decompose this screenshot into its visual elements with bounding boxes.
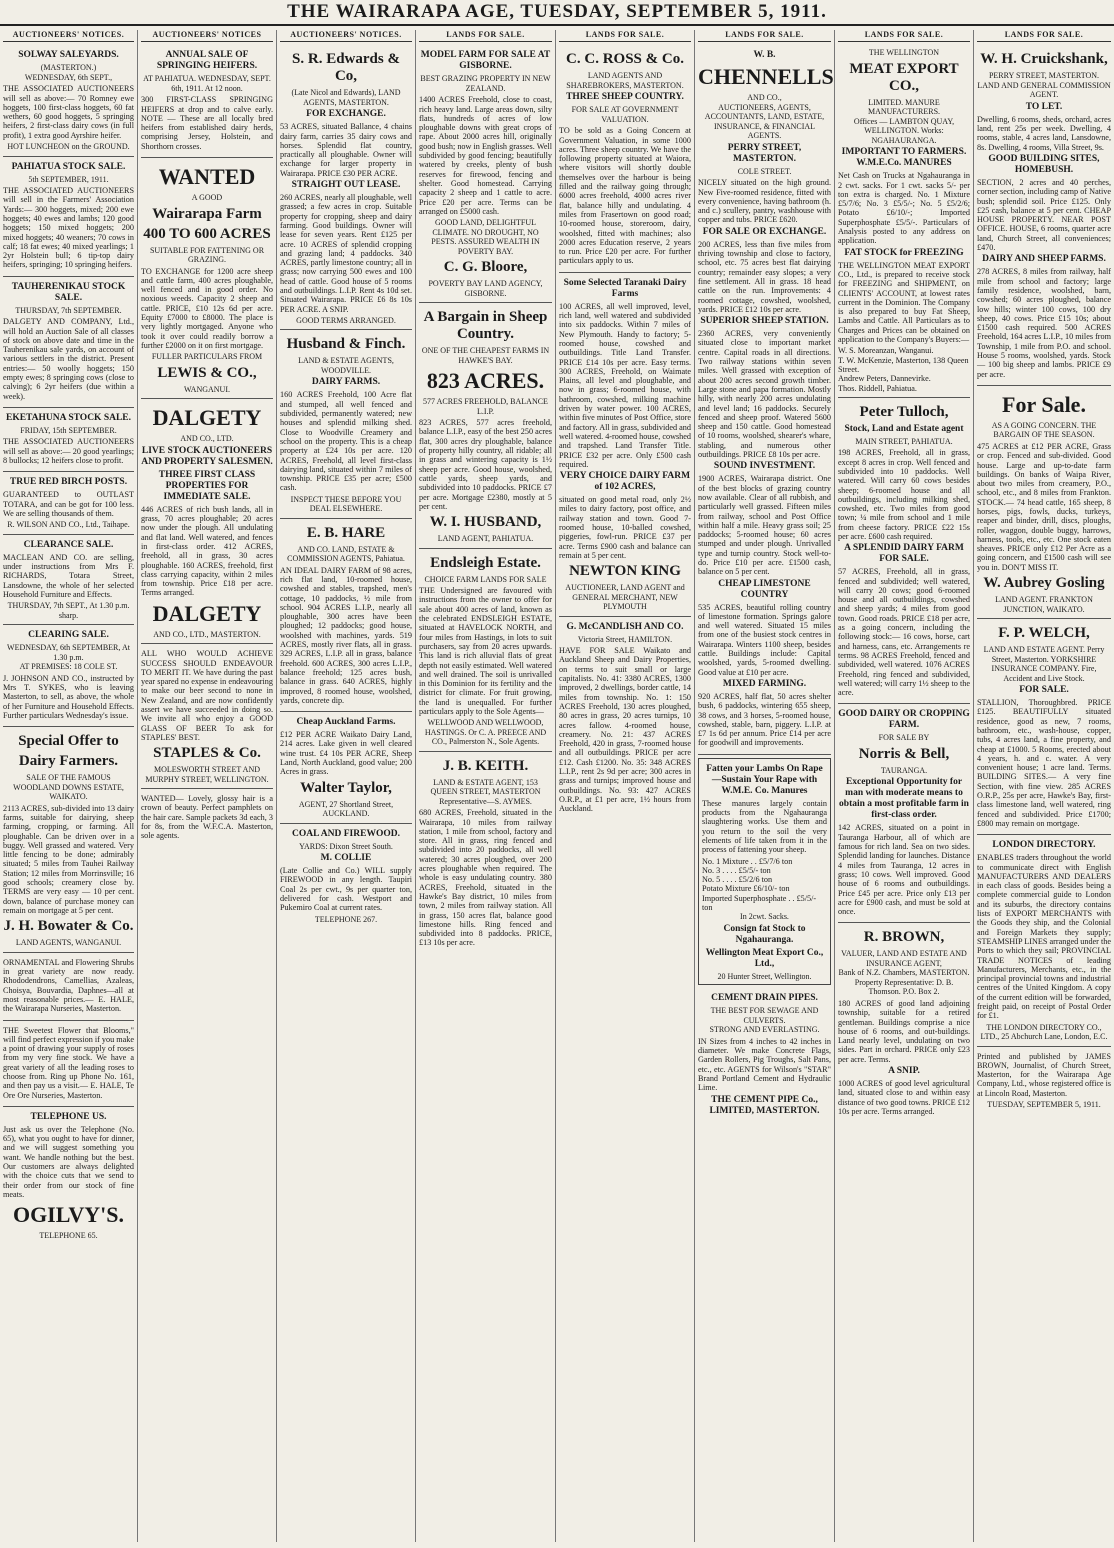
advert-subtitle: ONE OF THE CHEAPEST FARMS IN HAWKE'S BAY. [421,346,550,365]
advert-subtitle: Victoria Street, HAMILTON. [577,634,673,644]
advertiser-name: STAPLES & Co. [153,745,261,762]
advert-body: TO EXCHANGE for 1200 acre sheep and cattle farm, 400 acres ploughable, well fenced and in good order. No noxious weeds. Capacity 2 sheep and cattle. PRICE, £10 12s 6d per acre. Equity £7000 to £8000. The place is very lightly mortgaged. Anyone who took it over could readily borrow a further £2000 on it on first mortgage. [141,266,273,350]
advert-subtitle: AS A GOING CONCERN. THE BARGAIN OF THE SEASON. [991,420,1097,440]
advert-body: AN IDEAL DAIRY FARM of 98 acres, rich flat land, 10-roomed house, cowshed and stables, trapshed, men's cottage, 10 paddocks, ½ mile from school. 904 ACRES L.I.P., nearly all ploughable, 300 acres have been ploughed; 12 paddocks; good house, woolshed with machines, yards. 519 ACRES, mostly river flats, all in grass. 329 ACRES, L.I.P. all in grass, balance freehold. 600 ACRES, 300 acres L.I.P., balance freehold; 125 acres bush, balance in grass. 640 ACRES, highly improved, 8 roomed house, woolshed, yards, concrete dip. [280,565,412,705]
advert-title: WANTED [158,164,256,190]
advert-body: ENABLES traders throughout the world to communicate direct with English MANUFACTURERS AND DEALERS in each class of goods. Besides being a complete commercial guide to London and its suburbs, the directory contains lists of EXPORT MERCHANTS with the Goods they ship, and the Colonial and Foreign Markets they supply; STEAMSHIP LINES arranged under the Ports to which they sail; PROVINCIAL TRADE NOTICES of leading Manufacturers, Merchants, etc., in the principal provincial towns and industrial centres of the United Kingdom. A copy of the current edition will be forwarded, freight paid, on receipt of Postal Order for £1. [977,853,1111,1021]
advert-location: AT PREMISES: 18 COLE ST. [19,662,118,672]
agent-name: W. Aubrey Gosling [983,575,1105,592]
advert-meat-export [838,45,970,398]
advert-title-2: Dairy Farmers. [18,753,119,770]
advert-body-3: 278 ACRES, 8 miles from railway, half mile from school and factory; large family residence, woolshed, barn, cowshed; 60 acres ploughed, balance low hills; winter 100 cows, 100 dry sheep, 40 cows. Price £15 10s; about £1500 cash required. 500 ACRES Freehold, 164 acres L.I.P., 10 miles from Township, 1 mile from P.O. and school. House 5 rooms, woolshed, yards. Stock — 100 big sheep and lambs. PRICE £9 per acre. [977,267,1111,379]
agent-address: POVERTY BAY LAND AGENCY, GISBORNE. [428,279,543,298]
advert-subtitle: AND CO., LTD. [180,434,234,444]
advert-pahiatua-stock-sale [3,157,134,277]
advert-detail: Property Representative: D. B. Thomson. P.O. Box 2. [854,977,954,997]
advert-cement-pipes [698,988,831,1122]
agent-name: DALGETY [152,600,262,626]
advert-body-2: SECTION, 2 acres and 40 perches, corner section, including camp of Native bush; splendid soil. Price £125. Only £25 cash, balance at 5 per cent. CHEAP HOUSE PROPERTY. NEAR POST OFFICE. HOUSE, 6 rooms, quarter acre land, Church Street, all conveniences; £470. [977,177,1111,253]
advert-detail: LIMITED. MANURE MANUFACTURERS. [867,97,941,117]
advert-edwards [280,45,412,330]
advert-title: CLEARANCE SALE. [23,539,114,550]
price-line: Imported Superphosphate . . £5/5/- ton [702,893,817,912]
advert-body: 300 FIRST-CLASS SPRINGING HEIFERS at drop and to calve early. NOTE — These are all locally bred heifers from established dairy herds, comprising Jersey, Holstein, and Shorthorn crosses. [141,95,273,151]
advert-title: PAHIATUA STOCK SALE. [11,161,126,172]
advert-title: ANNUAL SALE OF SPRINGING HEIFERS. [156,50,258,72]
column-2 [137,30,276,1542]
advert-clearing-sale [3,625,134,727]
advert-body: 446 ACRES of rich bush lands, all in grass, 70 acres ploughable; 20 acres now under the plough. All undulating and flat land. Well watered, and fences in first-class order. 412 ACRES, freehold, all in grass, 30 acres ploughable. 160 ACRES, freehold, first class carrying capacity, within 2 miles from township. Price £18 per acre. Terms arranged. [141,504,273,598]
advert-body-2: situated on good metal road, only 2½ miles to dairy factory, post office, and railway station and town. Good 7-roomed house, 10-balled cowshed, piggeries, fowl-run. PRICE £37 per acre. Terms £900 cash and balance can remain at 5 per cent. [559,495,691,560]
advert-body: 1400 ACRES Freehold, close to coast, rich heavy land. Large areas down, silty flats, hundreds of acres of low ploughable downs with great crops of rape. About 2000 acres hill, originally good bush; now in English grasses. Well subdivided by good fencing; beautifully watered by creeks, plenty of bush reserves for firewood, fencing and shelter. Good homestead. Carrying capacity 2 sheep and 1 cattle to acre. Price £20 per acre. Terms can be arranged on £5000 cash. [419,95,552,216]
advert-footer: GOOD LAND, DELIGHTFUL CLIMATE. NO DROUGHT, NO PESTS. ASSURED WEALTH IN POVERTY BAY. [431,218,540,256]
agent-name: C. G. Bloore, [443,259,528,276]
advert-subtitle: LAND & ESTATE AGENT, 153 QUEEN STREET, MASTERTON [430,777,541,797]
advert-body: 53 ACRES, situated Ballance, 4 chains dairy farm, carries 35 dairy cows and horses. Splendid flat country, practically all ploughable. Owner will exchange for larger property in Wairarapa. PRICE £30 PER ACRE. [280,122,412,178]
advert-body: THE Sweetest Flower that Blooms," will find perfect expression if you make a point of drawing your supply of roses from my very fine stock. We have a great variety of all the leading roses to choose from. Ring up Phone No. 161, and then pay us a visit.— E. HALE, Te Ore Ore Nurseries, Masterton. [3,1025,134,1100]
advert-body-2: 57 ACRES, Freehold, all in grass, fenced and subdivided; well watered, will carry 20 cows; good 6-roomed house and all outbuildings, cowshed and sheep yards; 4 miles from good town. Good roads. PRICE £18 per acre, as a going concern, including the following stock:— 16 cows, horse, cart and harness, cans, etc. Arrangements re terms. 98 ACRES Freehold, fenced and subdivided, well watered. 1076 ACRES Freehold, ring fenced and subdivided, well watered; will carry 1½ sheep to the acre. [838,567,970,698]
advert-footer: THE LONDON DIRECTORY CO., LTD., 25 Abchurch Lane, London, E.C. [980,1022,1108,1042]
advert-date: THURSDAY, 7th SEPT., At 1.30 p.m. sharp. [7,601,130,620]
advert-date: WEDNESDAY, 6th SEPT., [24,72,113,82]
column-heading: LANDS FOR SALE. [838,30,970,42]
advert-eb-hare [280,519,412,712]
advert-mccandlish [559,617,691,820]
advert-date: THURSDAY, 7th SEPTEMBER. [15,305,122,315]
advert-body-2: 1000 ACRES of good level agricultural land, situated close to and within easy distance of two good towns. PRICE £12 10s per acre. Terms arranged. [838,1079,970,1116]
advert-title: A Bargain in Sheep Country. [423,309,548,343]
advert-headline: THREE SHEEP COUNTRY. [566,92,684,103]
advert-title: S. R. Edwards & Co, [292,51,400,85]
advert-date: AT PAHIATUA. WEDNESDAY, SEPT. 6th, 1911. At 12 noon. [143,74,271,93]
advert-headline: TO LET. [1025,101,1063,112]
advert-title: MODEL FARM FOR SALE AT GISBORNE. [420,50,551,72]
agent-address: AGENT, 27 Shortland Street, AUCKLAND. [298,799,394,819]
column-heading: AUCTIONEERS' NOTICES. [280,30,412,42]
masthead-title: THE WAIRARAPA AGE, TUESDAY, SEPTEMBER 5, 1911. [287,1,827,22]
advert-body-5: 535 ACRES, beautiful rolling country of limestone formation. Springs galore and well watered. Situated 15 miles from one of the busiest stock centres in Wairarapa. Winters 1100 sheep, besides cattle. Buildings include: Capital woolshed, yards, 5-roomed dwelling. Good value at £10 per acre. [698,602,831,677]
advert-subtitle: PERRY STREET, MASTERTON. LAND AND GENERAL COMMISSION AGENT. [977,71,1111,100]
agent-address: WANGANUI. [184,384,230,394]
advert-hair [141,789,273,846]
advert-endsleigh-estate [419,549,552,752]
advert-footer: R. WILSON AND CO., Ltd., Taihape. [7,520,130,530]
advert-headline-2: GOOD BUILDING SITES, HOMEBUSH. [988,153,1100,175]
advert-body-2: THE WELLINGTON MEAT EXPORT CO., Ltd., is prepared to receive stock for FREEZING and SHIPMENT, on CLIENTS' ACCOUNT, at lowest rates current in the Dominion. The Company is also prepared to buy Fat Sheep, Lambs and Cattle. All Particulars as to Charges and Prices can be obtained on application to the Company's Buyers:— [838,260,970,345]
advert-headline: Consign fat Stock to Ngahauranga. [723,923,806,945]
advert-title: Husband & Finch. [286,336,406,353]
advert-acreage: 400 TO 600 ACRES [143,225,271,242]
advert-body: £12 PER ACRE Waikato Dairy Land, 214 acres. Lake given in well cleared wine trust. £4 10s PER ACRE, Sheep Land, North Auckland, good value; 200 Acres in grass. [280,730,412,777]
advert-title: COAL AND FIREWOOD. [292,828,400,839]
advert-body: MACLEAN AND CO. are selling, under instructions from Mrs F. RICHARDS, Totara Street, Lansdowne, the whole of her selected Household Furniture and Effects. [3,552,134,599]
advert-detail: Representative—S. AYMES. [439,796,532,806]
advert-body: WANTED— Lovely, glossy hair is a crown of beauty. Perfect pamphlets on the hair care. Sample packets 3d each, 3 for 8s, from the W.F.C.A. Masterton, sole agents. [141,794,273,841]
advert-address: PERRY STREET, MASTERTON. [727,142,802,164]
advertiser-name: OGILVY'S. [12,1202,125,1228]
advert-husband-finch [280,330,412,518]
advert-clearance-sale [3,535,134,625]
advert-subtitle: THE BEST FOR SEWAGE AND CULVERTS. [710,1006,819,1025]
advert-title: C. C. ROSS & Co. [566,51,684,68]
imprint [977,1047,1111,1114]
advert-body: 180 ACRES of good land adjoining township, suitable for a retired gentleman. Buildings comprise a nice house of 6 rooms, and out-buildings. Land nearly level, undulating on two sides. Part in orchard. PRICE only £23 per acre. Terms. [838,998,970,1064]
advert-dalgety-properties [141,399,273,644]
advert-body-2: 200 ACRES, less than five miles from thriving township and close to factory, school, etc. 75 acres best flat dairying country; remainder easy slopes; a very fine settlement. All in grass. 18 head cattle on the run. Improvements: 4 roomed cottage, cowshed, woolshed, yards. PRICE £12 10s per acre. [698,239,831,314]
advert-headline: THREE FIRST CLASS PROPERTIES FOR IMMEDIATE SALE. [158,469,256,502]
advert-headline: VERY CHOICE DAIRY FARM of 102 ACRES, [559,471,691,493]
advert-bargain-sheep [419,303,552,548]
advert-subtitle: LAND & ESTATE AGENTS, WOODVILLE. [298,356,394,375]
advert-cc-ross [559,45,691,272]
advert-body: 475 ACRES at £12 PER ACRE, Grass or crop. Fenced and sub-divided. Good house. Large and up-to-date farm buildings. On banks of Waipa River, about two miles from creamery, P.O., school, etc., and 8 miles from Frankton. STOCK.— 74 head cattle, 165 sheep, 8 horses, pigs, fowls, ducks, turkeys, reaper and binder, drill, discs, ploughs, roller, waggon, double buggy, harrows, harness, tools, etc., etc. One stock eaten sheaves. PRICE only £12 Per Acre as a going concern, and £1500 cash will see you in. DON'T MISS IT. [977,441,1111,572]
advert-special-offer [3,727,134,953]
price-line: No. 1 Mixture . . £5/7/6 ton [702,856,793,866]
advert-address: MAIN STREET, PAHIATUA. [855,436,953,446]
advert-headline: Exceptional Opportunity for man with moderate means to obtain a most profitable farm in first-class order. [839,777,969,821]
advert-subtitle: A GOOD [191,193,223,203]
advert-body: ALL WHO WOULD ACHIEVE SUCCESS SHOULD ENDEAVOUR TO MERIT IT. We have during the past year spared no expense in endeavouring to make our beer second to none in New Zealand, and are now confidently assert we have succeeded in doing so. We invite all who enjoy a GOOD GLASS OF BEER To ask for STAPLES' BEST. [141,649,273,742]
advert-headline-3: DAIRY AND SHEEP FARMS. [982,254,1106,265]
advert-title: For Sale. [1002,391,1086,417]
advertiser-address: MOLESWORTH STREET AND MURPHY STREET, WELLINGTON. [145,765,269,784]
advert-subtitle: BEST GRAZING PROPERTY IN NEW ZEALAND. [420,74,551,93]
advert-title: LONDON DIRECTORY. [992,840,1096,851]
advert-body: Dwelling, 6 rooms, sheds, orchard, acres land, rent 25s per week. Dwelling, 4 rooms, stable, 4 acres land, Lansdowne, 8s. Dwelling, 4 rooms, Villa Street, 9s. [977,114,1111,152]
advert-title: CEMENT DRAIN PIPES. [711,993,818,1004]
advert-subtitle: AND CO. LAND, ESTATE & COMMISSION AGENTS, Pahiatua. [287,544,405,564]
advert-headline: DAIRY FARMS. [311,377,381,388]
advert-roses [3,1021,134,1107]
advert-acreage: 823 ACRES. [426,368,545,394]
advert-coal-firewood [280,824,412,928]
advert-body: 100 ACRES, all well improved, level, rich land, well watered and subdivided into six paddocks. Within 7 miles of New Plymouth. Handy to factory; 5-roomed house, cowshed and outbuildings. Title Land Transfer. PRICE £14 10s per acre. Easy terms. 300 ACRES, Freehold, on Waimate Plains, all level and ploughable, and now in grass; 6-roomed house, with bathroom, cowshed, milking machine driven by water power. 100 ACRES, within five minutes of Post Office, store and factory. All in grass, subdivided and well watered. 4-roomed house, cowshed and trapshed. Land Transfer Title. PRICE £32 per acre. Only £500 cash required. [559,301,691,469]
advert-body: 2113 ACRES, sub-divided into 13 dairy farms, suitable for dairying, sheep farming, cropping, or farming. All ploughable. Can be driven over in a buggy. Well grassed and watered. Very little fencing to be done; admirably situated; 5 miles from Tauhei Railway Station; 12 miles from Morrinsville; 16 good schools; creamery close by. TERMS are very easy — 10 per cent. down, balance of purchase money can remain on mortgage at 5 per cent. [3,803,134,915]
advert-subtitle: CHOICE FARM LANDS FOR SALE [424,574,547,584]
column-5 [555,30,694,1542]
advert-headline: IMPORTANT TO FARMERS. W.M.E.Co. MANURES [841,147,967,169]
advert-body: 142 ACRES, situated on a point in Tauranga Harbour, all of which are famous for rich land. Sea on two sides. Splendid landing for launches. Distance 4 miles from Tauranga, 12 acres in grass; 10 cows. Well improved. Good house of 6 rooms and outbuildings. Price £45 per acre. Price only £13 per acre for £900 cash, and must be sold at once. [838,823,970,917]
advert-headline-6: MIXED FARMING. [722,678,807,689]
column-1 [0,30,137,1542]
advert-body: 680 ACRES, Freehold, situated in the Wairarapa, 10 miles from railway station, 1 mile from school, factory and store. All in grass, ring fenced and subdivided into 20 paddocks, all well watered; 30 acres ploughed, over 200 acres ploughable when required. The whole is easy undulating country. 380 ACRES, Freehold, situated in the Hawke's Bay district, 10 miles from town, 2 miles from railway station. All in grass, 150 acres flat, balance good limestone hills. Ring fenced and subdivided into 8 paddocks. PRICE, £13 10s per acre. [419,808,552,948]
advert-body: THE Undersigned are favoured with instructions from the owner to offer for sale about 400 acres of land, known as the celebrated ENDSLEIGH ESTATE, situated at HAVELOCK NORTH, and four miles from Hastings, in lots to suit purchasers, say from 20 acres upwards. This land is rich alluvial flats of great depth not easily estimated. Well watered and well drained. The soil is unrivalled in this Dominion for its fertility and the district for climate. For fruit growing, the land is unequalled. For further particulars apply to the Sole Agents— [419,586,552,716]
advert-ornamental-shrubs [3,953,134,1021]
column-6 [694,30,834,1542]
advert-peter-tulloch [838,398,970,705]
agent-name: Norris & Bell, [858,745,950,762]
agent-name: W. I. HUSBAND, [429,514,542,531]
advert-title: TAUHERENIKAU STOCK SALE. [11,281,126,303]
advert-headline-2: FAT STOCK for FREEZING [844,247,964,258]
masthead [0,0,1114,26]
agent-address: LAND AGENTS, WANGANUI. [15,938,122,948]
column-7 [834,30,973,1542]
advertiser-name: THE CEMENT PIPE Co., LIMITED, MASTERTON. [709,1094,820,1116]
advert-title: GOOD DAIRY OR CROPPING FARM. [838,709,970,731]
advert-chennells [698,45,834,754]
advertiser-name: Wellington Meat Export Co., Ltd., [705,947,824,969]
advert-detail: In 2cwt. Sacks. [740,912,789,922]
advert-cruickshank [977,45,1111,386]
advert-date: 5th SEPTEMBER, 1911. [28,174,109,184]
column-heading: LANDS FOR SALE. [698,30,831,42]
advert-body: THE ASSOCIATED AUCTIONEERS will sell as above:— 20 good yearlings; 8 bullocks; 12 heifers close to profit. [3,437,134,466]
advert-body: STALLION, Thoroughbred. PRICE £125. BEAUTIFULLY situated residence, good as new, 7 rooms, bathroom, etc., wash-house, copper, tubs, 4 acres land, a fine property, and cheap at £1000. 5 Rooms, erected about 4 years, h. and c. water. A very convenient house; 1 acre land. Terms. BUILDING SITES.— A very fine Section, with fine view. 285 ACRES O.R.P., 25s per acre, Hawke's Bay, first-class limestone land, well watered, ring fenced and subdivided. Price £1700; £800 may remain on mortgage. [977,698,1111,828]
advert-detail: STRONG AND EVERLASTING. [709,1025,820,1035]
agent-address: TAURANGA. [880,765,928,775]
advert-taranaki-dairy [559,273,691,617]
advert-body: Net Cash on Trucks at Ngahauranga in 2 cwt. sacks. For 1 cwt. sacks 5/- per ton extra is charged. No. 1 Mixture £5/7/6; No. 3 £5/5/-; No. 5 £5/2/6; Potato £6/10/-; Imported Superphosphate £5/5/-. Particulars of Analysis posted to any address on application. [838,171,970,246]
advert-body: Just ask us over the Telephone (No. 65), what you ought to have for dinner, and we will suggest something you want. We handle nothing but the best. Our customers are always delighted with the choice cuts that we send to their order from our stock of fine meats. [3,1124,134,1199]
advert-body: GUARANTEED to OUTLAST TOTARA, and can be got for 100 less. We are selling thousands of them. [3,490,134,518]
advert-title: Special Offer to [18,733,119,750]
advert-model-farm [419,45,552,303]
advert-headline: Wairarapa Farm [152,205,262,222]
advert-body: These manures largely contain products from the Ngahauranga slaughtering works. Use them and you return to the soil the very elements of life taken from it in the process of fattening your sheep. [702,798,827,855]
advert-title: CLEARING SALE. [28,630,109,641]
advert-headline-5: CHEAP LIMESTONE COUNTRY [718,578,811,600]
advert-address: Offices — LAMBTON QUAY, WELLINGTON. Works: NGAHAURANGA. [853,116,955,145]
buyer-line: W. S. Moreanzan, Wanganui. [838,346,934,356]
advert-footer: HOT LUNCHEON on the GROUND. [7,142,130,152]
advert-title: DALGETY [152,405,262,431]
advert-footer: GOOD TERMS ARRANGED. [296,315,396,325]
advert-title-prefix: W. B. [753,50,776,61]
advert-body: J. JOHNSON AND CO., instructed by Mrs T. SYKES, who is leaving Masterton, to sell, as above, the whole of her Furniture and Household Effects. Further particulars Wednesday's issue. [3,673,134,720]
advert-body: 823 ACRES, 577 acres freehold, balance L.I.P., easy of the best 250 acres flat, 300 acres dry ploughable, balance of property hilly country, all ridable; all in grass and wintering capacity is 1½ sheep per acre. Good house, woolshed, cattle yards, sheep yards, and subdivided into 10 paddocks. PRICE £7 per acre. Mortgage £2380, mostly at 5 per cent. [419,418,552,511]
agent-name: LEWIS & CO., [157,364,257,381]
advert-title: Endsleigh Estate. [430,554,541,571]
advert-body-6: 920 ACRES, half flat, 50 acres shelter bush, 6 paddocks, wintering 655 sheep, 38 cows, and 3 horses, 5-roomed house, cowshed, stable, barn, piggery. L.I.P. at £7 1s 6d per annum. Price £14 per acre for goodwill and improvements. [698,691,831,748]
advert-title: J. B. KEITH. [442,757,529,774]
advert-subtitle: LAND AGENTS AND SHAREBROKERS, MASTERTON. [566,71,684,90]
advert-wanted-farm [141,158,273,399]
advert-date: FRIDAY, 15th SEPTEMBER. [20,425,117,435]
price-line: No. 3 . . . . £5/5/- ton [702,865,771,875]
agent-name: Walter Taylor, [300,779,392,796]
advert-body: THE ASSOCIATED AUCTIONEERS will sell in the Farmers' Association Yards:— 300 hoggets, mixed; 200 ewe hoggets; 40 ewes and lambs; 120 good hoggets; 150 mixed hoggets; 200 mixed hoggets; 40 weaners; 70 cows in calf; 18 fat ewes; 40 mixed yearlings; 1 2yr Holstein bull; 6 tip-top dairy heifers, springing; 10 springing heifers. [3,186,134,270]
advert-title: Fatten your Lambs On Rape—Sustain Your Rape with W.M.E. Co. Manures [706,763,823,796]
column-heading: LANDS FOR SALE. [419,30,552,42]
imprint-text: Printed and published by JAMES BROWN, Journalist, of Church Street, Masterton, for the Wairarapa Age Company, Ltd., whose registered office is at Lincoln Road, Masterton. [977,1051,1111,1098]
advert-title: EKETAHUNA STOCK SALE. [5,412,132,423]
advert-footer: TELEPHONE 267. [314,914,378,924]
advert-body: DALGETY AND COMPANY, Ltd., will hold an Auction Sale of all classes of stock on above date and time in the Tauherenikau sale yards, on account of various settlers in the district. Present entries:— 50 woolly hoggets; 150 empty ewes; 8 springing cows (close to calving); 6 2yr heifers (due within a week). [3,317,134,401]
column-heading: AUCTIONEERS' NOTICES [141,30,273,42]
advert-body: THE ASSOCIATED AUCTIONEERS will sell as above:— 70 Romney ewe hoggets, 100 first-class hoggets, 60 fat wethers, 60 good hoggets, 5 springing heifers, 2 first-class dairy cows (in full profit), 1 extra good Ayrshire heifer. [3,84,134,140]
advertiser-phone: TELEPHONE 65. [39,1231,98,1241]
column-4 [415,30,555,1542]
advert-note: FULLER PARTICULARS FROM [151,352,263,362]
advert-body: NICELY situated on the high ground. New Five-roomed residence, fitted with every convenience, having bathroom (h. and c.) scullery, pantry, washhouse with copper and tubs. PRICE £620. [698,178,831,225]
advert-title: G. McCANDLISH AND CO. [566,621,684,632]
agent-address: AND CO., LTD., MASTERTON. [153,629,261,639]
advert-body: (Late Collie and Co.) WILL supply FIREWOOD in any length. Taupiri Coal 2s per cwt., 9s per quarter ton, delivered for cash. Westport and Pukemiro Coal at current rates. [280,866,412,913]
advert-address: Bank of N.Z. Chambers, MASTERTON. [838,968,970,978]
advert-detail: SUITABLE FOR FATTENING OR GRAZING. [149,245,265,265]
advert-body: ORNAMENTAL and Flowering Shrubs in great variety are now ready. Rhododendrons, Camellias, Azaleas, Choisya, Bouvardia, Daphnes—all at most reasonable prices.— E. HALE, the Wairarapa Nurseries, Masterton. [3,957,134,1014]
agent-address: LAND AGENT. FRANKTON JUNCTION, WAIKATO. [995,595,1093,614]
advert-tauherenikau-stock-sale [3,277,134,408]
buyer-line: Thos. Riddell, Pahiatua. [838,383,917,393]
advert-title: F. P. WELCH, [998,625,1090,642]
advert-title: Cheap Auckland Farms. [296,717,396,728]
advert-headline: A SPLENDID DAIRY FARM FOR SALE. [844,543,964,565]
column-3 [276,30,415,1542]
advert-title: Some Selected Taranaki Dairy Farms [563,277,687,299]
column-heading: LANDS FOR SALE. [977,30,1111,42]
advert-subtitle: (MASTERTON.) [40,63,97,73]
advert-subtitle: AND CO., [747,93,782,103]
advert-r-brown [838,923,970,1122]
advert-detail: LIVE STOCK AUCTIONEERS AND PROPERTY SALESMEN. [141,445,273,467]
advert-title: TRUE RED BIRCH POSTS. [9,477,128,488]
advert-title: E. B. HARE [306,524,386,541]
advert-headline-2: STRAIGHT OUT LEASE. [291,180,401,191]
advert-subtitle: (Late Nicol and Edwards), LAND AGENTS, MASTERTON. [291,88,401,107]
advert-springing-heifers [141,45,273,158]
advert-subtitle: FOR SALE BY [878,733,930,743]
advert-fp-welch [977,619,1111,835]
price-line: No. 5 . . . . £5/2/6 ton [702,875,773,885]
advert-body: 160 ACRES Freehold, 100 Acre flat and stumped, all well fenced and subdivided, permanently watered; new houses and splendid milking shed. Close to Woodville Creamery and school on the property. This is a cheap property at £24 10s per acre. 120 ACRES, Freehold, all level first-class dairying land, situated within 7 miles of township. PRICE £35 per acre; £500 cash. [280,390,412,493]
advert-jb-keith [419,752,552,954]
advertiser-address: 20 Hunter Street, Wellington. [717,971,812,981]
advert-staples-beer [141,644,273,789]
advert-solway-saleyards [3,45,134,156]
agent-address: LAND AGENT, PAHIATUA. [437,534,534,544]
imprint-date: TUESDAY, SEPTEMBER 5, 1911. [987,1100,1101,1110]
advert-date: WEDNESDAY, 6th SEPTEMBER, At 1.30 p.m. [7,643,130,662]
column-heading: AUCTIONEERS' NOTICES. [3,30,134,42]
advert-subtitle: THE WELLINGTON [868,48,940,58]
advert-title: TELEPHONE US. [30,1111,107,1122]
agent-name: NEWTON KING [569,563,681,580]
advert-subtitle: YARDS: Dixon Street South. [299,841,393,851]
advertiser-name: M. COLLIE [320,853,372,864]
advert-title: CHENNELLS [698,64,834,90]
advert-london-directory [977,835,1111,1046]
advert-body: 198 ACRES, Freehold, all in grass, except 8 acres in crop. Well fenced and subdivided into 10 paddocks. Well watered. Will carry 60 cows besides sheep; 6-roomed house and all outbuildings, including milking shed, cowshed, etc. Two miles from good town; ¼ mile from school and 1 mile from cheese factory. PRICE £22 15s per acre. £600 cash required. [838,448,970,541]
advert-body: HAVE FOR SALE Waikato and Auckland Sheep and Dairy Properties, on terms to suit small or large capitalists. No. 41: 3380 ACRES, 1300 improved, 2 dwellings, border cattle, 14 miles from township. No. 1: 150 ACRES Freehold, 130 acres ploughed, 80 acres in grass, 20 acres turnips, 10 acres fallow. 4-roomed house, creamery. No. 21: 437 ACRES Freehold, 420 in grass, 7-roomed house and all outbuildings. PRICE per acre £12. Cash £1200. No. 35: 348 ACRES L.I.P., rent 2s 9d per acre; 300 acres in grass and turnips; improved house and outbuildings. No. 93: 427 ACRES O.R.P., at £1 per acre, 1½ hours from Auckland. [559,646,691,814]
advert-body-4: 1900 ACRES, Wairarapa district. One of the best blocks of grazing country now available. Clear of all rubbish, and particularly well grassed. Fifteen miles from railway, school and Post Office within half a mile. Heavy grass soil; 25 paddocks; 5-roomed house; 60 acres stumped and under plough. Unrivalled type and turnip country. Stock well-to-do. Price £10 per acre. £1500 cash, balance on 5 per cent. [698,474,831,577]
advert-footer: WELLWOOD AND WELLWOOD, HASTINGS. Or C. A. PREECE AND CO., Palmerston N., Sole Agents. [424,718,547,747]
advert-subtitle: Stock, Land and Estate agent [844,423,964,434]
advert-norris-bell [838,704,970,923]
advert-title: W. H. Cruickshank, [980,51,1108,68]
buyer-line: Andrew Peters, Dannevirke. [838,374,931,384]
advert-body: IN Sizes from 4 inches to 42 inches in diameter. We make Concrete Flags, Garden Rollers, Pig Troughs, Salt Pans, etc., etc. AGENTS for Wilson's "STAR" Brand Portland Cement and Hydraulic Lime. [698,1036,831,1093]
advert-wme-manures [698,758,831,986]
advert-red-birch-posts [3,472,134,534]
advert-subtitle: SALE OF THE FAMOUS WOODLAND DOWNS ESTATE, WAIKATO. [13,773,124,802]
advert-title: MEAT EXPORT CO., [849,60,959,94]
advert-title: Peter Tulloch, [859,403,949,420]
advert-detail: AUCTIONEERS, AGENTS, ACCOUNTANTS, LAND, ESTATE, INSURANCE, & FINANCIAL AGENTS. [704,102,825,141]
advert-body-2: 260 ACRES, nearly all ploughable, well grassed; a few acres in crop. Suitable property for cropping, sheep and dairy farming. Good buildings. Owner will lease for seven years. Rent £125 per acre. 10 ACRES of splendid cropping and grazing land; 4 paddocks. 340 ACRES, partly limestone country; all in grass; now carrying 500 ewes and 100 head of cattle. Good house of 5 rooms and outbuildings. L.I.P. Rent 4s 10d set. Situated Wairarapa. PRICE £6 8s 10s PER ACRE. A SNIP. [280,193,412,314]
advert-headline-4: SOUND INVESTMENT. [713,461,816,472]
advert-headline: A SNIP. [888,1066,920,1076]
agent-address: AUCTIONEER, LAND AGENT and GENERAL MERCHANT, NEW PLYMOUTH [565,583,685,612]
advert-auckland-farms [280,712,412,823]
advert-headline-2: FOR SALE OR EXCHANGE. [702,226,827,237]
advert-telephone-us [3,1107,134,1245]
advert-headline: FOR EXCHANGE. [306,109,386,120]
advert-subtitle: VALUER, LAND AND ESTATE AND INSURANCE AGENT, [841,949,967,968]
column-8 [973,30,1114,1542]
price-line: Potato Mixture £6/10/- ton [702,884,790,894]
advert-headline: COLE STREET. [737,166,792,176]
advert-detail: 577 ACRES FREEHOLD, BALANCE L.I.P. [423,397,548,416]
advert-for-sale [977,386,1111,619]
agent-name: J. H. Bowater & Co. [3,918,134,935]
advert-eketahuna-stock-sale [3,408,134,472]
advert-body: TO be sold as a Going Concern at Government Valuation, in some 1000 acres. Three sheep country. We have the following property situated at Waiora, where visitors will shortly double themselves over the harbour is being filled and the railway going through; 6000 acres freehold, 4000 acres river flat, balance hilly and undulating. 4 miles from Frasertown on good road; 10-roomed house, storeroom, dairy, woolshed, fitted with machines; also 2000 acres Education reserve, 2 years to run. Price £20 per acre. For further particulars apply to us. [559,126,691,266]
advert-title: SOLWAY SALEYARDS. [18,50,119,61]
advert-footer: INSPECT THESE BEFORE YOU DEAL ELSEWHERE. [290,494,402,514]
advert-headline: FOR SALE. [1019,685,1069,696]
advert-title: R. BROWN, [863,929,945,946]
buyer-line: T. W. McKenzie, Masterton, 138 Queen Street. [838,355,969,374]
advert-detail: FOR SALE AT GOVERNMENT VALUATION. [571,105,679,124]
advert-subtitle: LAND AND ESTATE AGENT. Perry Street, Masterton. YORKSHIRE INSURANCE COMPANY. Fire, Accident and Live Stock. [983,645,1105,683]
advert-headline-3: SUPERIOR SHEEP STATION. [700,316,829,327]
advert-body-3: 2360 ACRES, very conveniently situated close to important market centre. Capital roads in all directions. Two railway stations within seven miles. Well grassed with exception of about 200 acres second growth timber. Large stone and papa formation. Mostly hilly, with nearly 200 acres undulating and level land; 16 paddocks. Securely fenced and sheep proof. Watered 5600 sheep and 150 cattle. Good homestead of 10 rooms, woolshed, shearer's whare, stabling, and numerous other outbuildings. PRICE £8 10s per acre. [698,329,831,460]
column-heading: LANDS FOR SALE. [559,30,691,42]
